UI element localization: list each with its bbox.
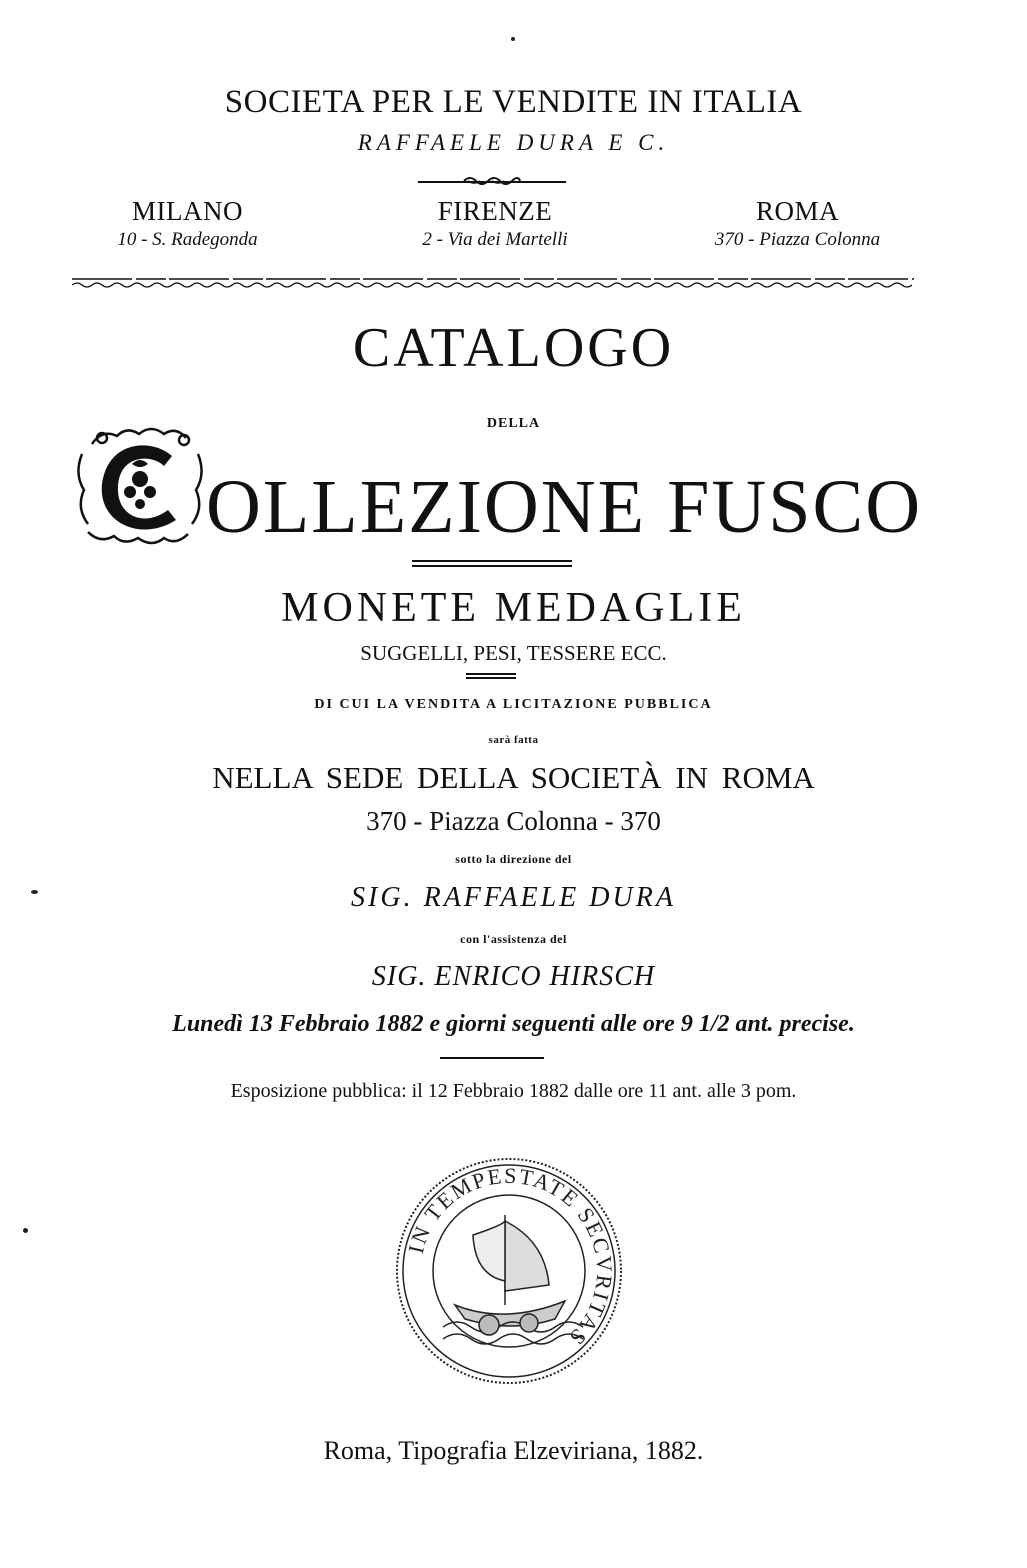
assistant-name: SIG. ENRICO HIRSCH	[371, 961, 656, 992]
print-speck	[31, 890, 38, 894]
society-title: SOCIETA PER LE VENDITE IN ITALIA	[224, 84, 803, 120]
sale-line-5: sotto la direzione del	[455, 852, 572, 866]
sale-date: Lunedì 13 Febbraio 1882 e giorni seguenti alle ore 9 1/2 ant. precise.	[172, 1011, 855, 1037]
collection-title: OLLEZIONE FUSCO	[206, 465, 923, 549]
imprint: Roma, Tipografia Elzeviriana, 1882.	[323, 1436, 704, 1465]
della-label: DELLA	[486, 416, 541, 431]
ornament-icon	[462, 173, 522, 187]
sale-venue: NELLA SEDE DELLA SOCIETÀ IN ROMA	[212, 760, 815, 795]
short-rule	[440, 1057, 544, 1059]
office-milano	[80, 196, 295, 251]
wavy-divider	[72, 276, 914, 290]
exhibition-note: Esposizione pubblica: il 12 Febbraio 1882 dalle ore 11 ant. alle 3 pom.	[230, 1080, 797, 1102]
print-speck	[511, 37, 515, 41]
director-name: SIG. RAFFAELE DURA	[351, 882, 676, 913]
office-address: 370 - Piazza Colonna	[714, 229, 881, 250]
office-firenze	[385, 196, 605, 251]
office-address: 2 - Via dei Martelli	[422, 229, 568, 250]
subject-subtitle: SUGGELLI, PESI, TESSERE ECC.	[360, 641, 667, 665]
double-rule	[412, 560, 572, 567]
office-city: FIRENZE	[437, 196, 553, 226]
print-speck	[23, 1228, 28, 1233]
office-city: ROMA	[755, 196, 839, 226]
sale-address: 370 - Piazza Colonna - 370	[366, 806, 661, 836]
subject-title: MONETE MEDAGLIE	[281, 585, 746, 631]
sale-line-2: sarà fatta	[488, 734, 539, 746]
decorated-initial-c	[72, 424, 208, 552]
office-city: MILANO	[132, 196, 243, 226]
office-roma	[680, 196, 915, 251]
sale-line-1: DI CUI LA VENDITA A LICITAZIONE PUBBLICA	[314, 697, 713, 712]
seal-legend: IN TEMPESTATE SECVRITAS	[402, 1162, 618, 1352]
sale-line-6: con l'assistenza del	[460, 932, 567, 946]
office-address: 10 - S. Radegonda	[117, 229, 258, 250]
catalog-title: CATALOGO	[352, 317, 675, 379]
double-rule-small	[466, 673, 516, 679]
firm-name: RAFFAELE DURA E C.	[357, 130, 670, 155]
printer-seal	[393, 1155, 625, 1387]
